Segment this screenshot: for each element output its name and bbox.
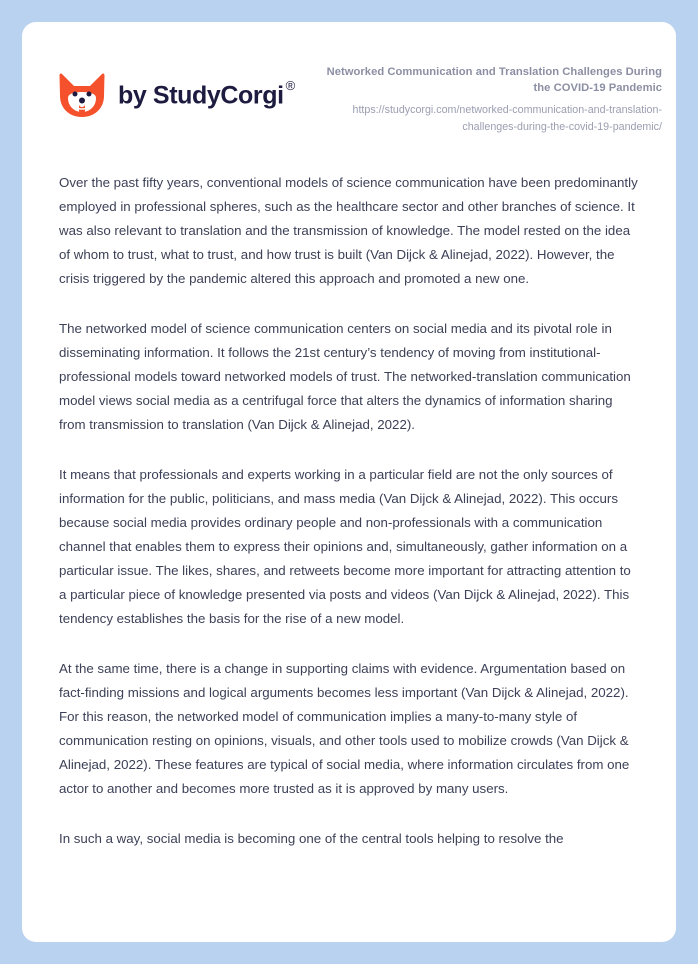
document-body [22,135,676,851]
body-paragraph: It means that professionals and experts working in a particular field are not the only sources of information for the public, politicians, and mass media (Van Dijck & Alinejad, 2022). This occurs because social media provides ordinary people and non-professionals with a communication channel that enables them to express their opinions and, simultaneously, gather information on a particular issue. The likes, shares, and retweets become more important for attracting attention to a particular piece of knowledge presented via posts and videos (Van Dijck & Alinejad, 2022). This tendency establishes the basis for the rise of a new model. [59,466,631,626]
brand-name-text: by StudyCorgi [118,81,284,110]
document-meta [317,62,662,135]
brand-wordmark [118,78,295,110]
body-paragraph: In such a way, social media is becoming one of the central tools helping to resolve the [59,830,564,846]
page-title: Networked Communication and Translation Challenges During the COVID-19 Pandemic [326,66,662,95]
body-paragraph: The networked model of science communication centers on social media and its pivotal role in disseminating information. It follows the 21st century’s tendency of moving from institutional-professional models toward networked models of trust. The networked-translation communication model views social media as a centrifugal force that alters the dynamics of information sharing from transmission to translation (Van Dijck & Alinejad, 2022). [59,320,631,432]
body-paragraph: At the same time, there is a change in supporting claims with evidence. Argumentation based on fact-finding missions and logical arguments becomes less important (Van Dijck & Alinejad, 2022). For this reason, the networked model of communication implies a many-to-many style of communication resting on opinions, visuals, and other tools used to mobilize crowds (Van Dijck & Alinejad, 2022). These features are typical of social media, where information circulates from one actor to another and becomes more trusted as it is approved by many users. [59,660,630,796]
registered-trademark-icon: ® [285,78,295,94]
source-url[interactable]: https://studycorgi.com/networked-communication-and-translation-challenges-during-the-covid-19-pandemic/ [352,104,662,133]
document-card [22,22,676,942]
body-paragraph: Over the past fifty years, conventional models of science communication have been predominantly employed in professional spheres, such as the healthcare sector and other branches of science. It was also relevant to translation and the transmission of knowledge. The model rested on the idea of whom to trust, what to trust, and how trust is built (Van Dijck & Alinejad, 2022). However, the crisis triggered by the pandemic altered this approach and promoted a new one. [59,174,638,286]
brand-lockup[interactable] [57,62,295,120]
document-header [22,22,676,135]
corgi-face-icon [57,72,107,120]
